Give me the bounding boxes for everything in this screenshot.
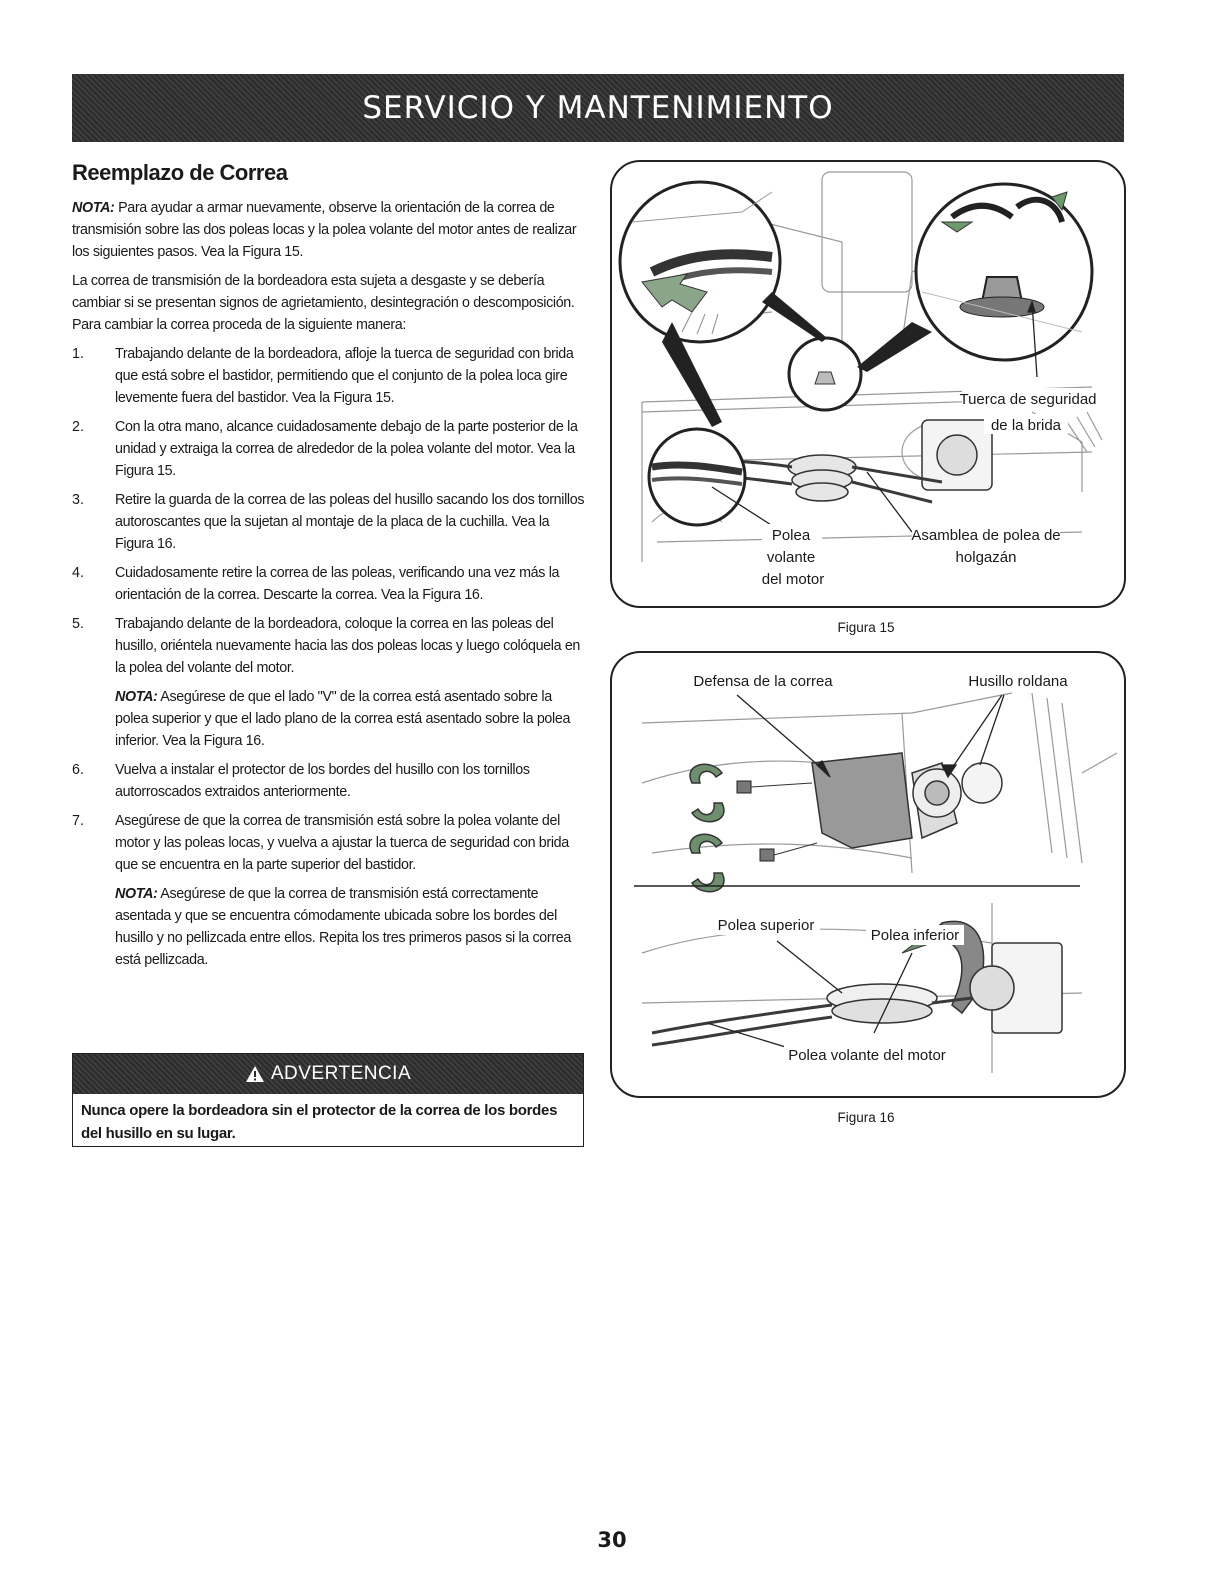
figure-16-drawing xyxy=(612,653,1124,1096)
step-number: 4. xyxy=(72,565,84,581)
label-husillo: Husillo roldana xyxy=(968,673,1068,690)
step-number: 1. xyxy=(72,346,84,362)
figure-15-illustration xyxy=(610,160,1126,608)
page-number: 30 xyxy=(597,1528,627,1552)
step-note-text: Asegúrese de que el lado "V" de la correa está asentado sobre la polea superior y que el lado plano de la correa está asentado sobre la polea inferior. Vea la Figura 16. xyxy=(115,689,571,749)
nota-label: NOTA: xyxy=(115,886,158,902)
figure-16-caption: Figura 16 xyxy=(837,1110,895,1125)
step-list xyxy=(72,343,586,971)
step-text: Retire la guarda de la correa de las poleas del husillo sacando los dos tornillos autoroscantes que la sujetan al montaje de la placa de la cuchilla. Vea la Figura 16. xyxy=(115,492,585,552)
label-polea-superior: Polea superior xyxy=(717,917,815,934)
label-polea-line1: Polea xyxy=(771,527,811,544)
figure-16-illustration xyxy=(610,651,1126,1098)
section-banner xyxy=(72,74,1124,142)
label-defensa: Defensa de la correa xyxy=(693,673,833,690)
label-polea-inferior: Polea inferior xyxy=(870,927,960,944)
label-polea-volante-motor: Polea volante del motor xyxy=(788,1047,946,1064)
warning-triangle-icon xyxy=(245,1065,265,1083)
step-text: Asegúrese de que la correa de transmisión está sobre la polea volante del motor y las poleas locas, y vuelva a ajustar la tuerca de seguridad con brida que se encuentra en la parte superior del bastidor. xyxy=(115,813,569,873)
step-item xyxy=(72,759,586,803)
step-text: Cuidadosamente retire la correa de las poleas, verificando una vez más la orientación de la correa. Descarte la correa. Vea la Figura 16. xyxy=(115,565,560,603)
nota-label: NOTA: xyxy=(115,689,158,705)
label-polea-line2: volante xyxy=(766,549,816,566)
label-tuerca-line1: Tuerca de seguridad xyxy=(959,391,1097,408)
warning-header xyxy=(73,1054,583,1094)
label-tuerca-line2: de la brida xyxy=(990,417,1062,434)
step-number: 5. xyxy=(72,616,84,632)
warning-text: Nunca opere la bordeadora sin el protector de la correa de los bordes del husillo en su lugar. xyxy=(81,1102,558,1142)
figure-15-drawing xyxy=(612,162,1124,606)
warning-title: ADVERTENCIA xyxy=(270,1063,412,1084)
label-asamblea-line1: Asamblea de polea de xyxy=(911,527,1061,544)
intro-note xyxy=(72,197,586,263)
step-text: Trabajando delante de la bordeadora, coloque la correa en las poleas del husillo, oriéntela nuevamente hacia las dos poleas locas y luego colóquela en la polea del volante del motor. xyxy=(115,616,581,676)
warning-box xyxy=(72,1053,584,1147)
intro-paragraph: La correa de transmisión de la bordeadora esta sujeta a desgaste y se debería cambiar si se presentan signos de agrietamiento, desintegración o descomposición. Para cambiar la correa proceda de la siguiente manera: xyxy=(72,273,575,333)
step-text: Con la otra mano, alcance cuidadosamente debajo de la parte posterior de la unidad y extraiga la correa de alrededor de la polea volante del motor. Vea la Figura 15. xyxy=(115,419,578,479)
step-number: 2. xyxy=(72,419,84,435)
step-note xyxy=(115,686,586,752)
intro-note-text: Para ayudar a armar nuevamente, observe la orientación de la correa de transmisión sobre las dos poleas locas y la polea volante del motor antes de realizar los siguientes pasos. Vea la Figura 15. xyxy=(72,200,577,260)
nota-label: NOTA: xyxy=(72,200,115,216)
section-title: Reemplazo de Correa xyxy=(72,160,288,185)
step-number: 7. xyxy=(72,813,84,829)
step-item xyxy=(72,343,586,409)
figure-15-caption: Figura 15 xyxy=(837,620,895,635)
step-item xyxy=(72,489,586,555)
step-note-text: Asegúrese de que la correa de transmisión está correctamente asentada y que se encuentra cómodamente ubicada sobre los bordes del husillo y no pellizcada entre ellos. Repita los tres primeros pasos si la correa está pellizcada. xyxy=(115,886,571,968)
step-item xyxy=(72,613,586,752)
label-asamblea-line2: holgazán xyxy=(955,549,1017,566)
step-text: Trabajando delante de la bordeadora, afloje la tuerca de seguridad con brida que está sobre el bastidor, permitiendo que el conjunto de la polea loca gire levemente fuera del bastidor. Vea la Figura 15. xyxy=(115,346,574,406)
banner-title: SERVICIO Y MANTENIMIENTO xyxy=(362,90,834,126)
step-item xyxy=(72,810,586,971)
step-number: 6. xyxy=(72,762,84,778)
step-note xyxy=(115,883,586,971)
instructions-column xyxy=(72,160,586,978)
label-polea-line3: del motor xyxy=(761,571,825,588)
step-text: Vuelva a instalar el protector de los bordes del husillo con los tornillos autorroscados extraidos anteriormente. xyxy=(115,762,530,800)
step-item xyxy=(72,416,586,482)
step-number: 3. xyxy=(72,492,84,508)
step-item xyxy=(72,562,586,606)
